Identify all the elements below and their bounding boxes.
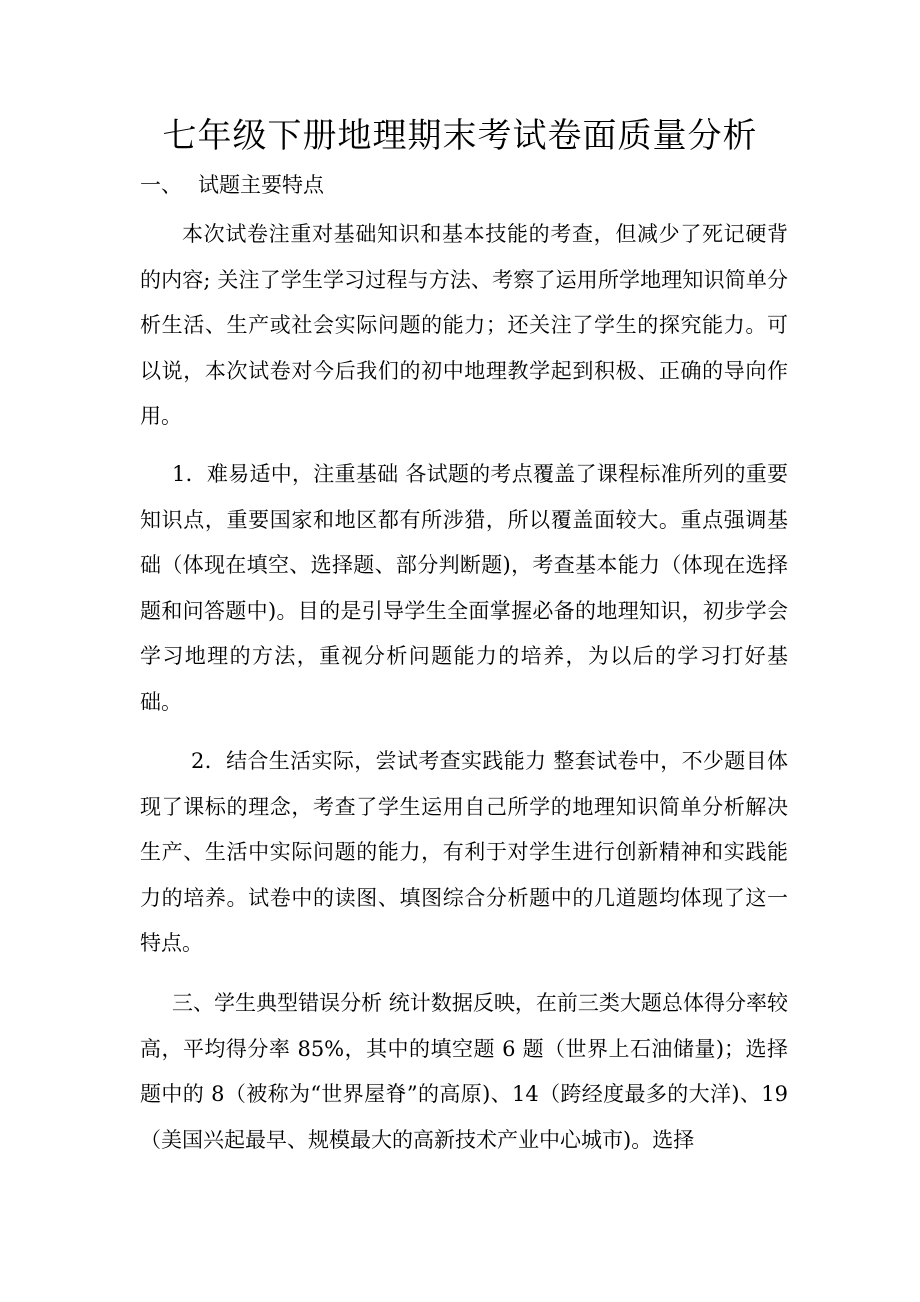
section-heading — [140, 170, 324, 200]
section-title: 试题主要特点 — [198, 173, 324, 197]
paragraph-intro: 本次试卷注重对基础知识和基本技能的考查，但减少了死记硬背的内容; 关注了学生学习过程与方法、考察了运用所学地理知识简单分析生活、生产或社会实际问题的能力；还关注了学生的探究能力。可以说，本次试卷对今后我们的初中地理教学起到积极、正确的导向作用。 — [140, 222, 788, 428]
paragraph-error-analysis: 三、学生典型错误分析 统计数据反映，在前三类大题总体得分率较高，平均得分率 85%，其中的填空题 6 题（世界上石油储量)；选择题中的 8（被称为“世界屋脊”的高原)、14（跨经度最多的大洋)、19（美国兴起最早、规模最大的高新技术产业中心城市)。选择 — [140, 991, 788, 1152]
paragraph-point-2: 2．结合生活实际，尝试考查实践能力 整套试卷中，不少题目体现了课标的理念，考查了学生运用自己所学的地理知识简单分析解决生产、生活中实际问题的能力，有利于对学生进行创新精神和实践能力的培养。试卷中的读图、填图综合分析题中的几道题均体现了这一特点。 — [140, 749, 788, 955]
document-title: 七年级下册地理期末考试卷面质量分析 — [162, 116, 758, 156]
section-number: 一、 — [140, 173, 182, 197]
paragraph-point-1: 1．难易适中，注重基础 各试题的考点覆盖了课程标准所列的重要知识点，重要国家和地区都有所涉猎，所以覆盖面较大。重点强调基础（体现在填空、选择题、部分判断题)，考查基本能力（体现在选择题和问答题中)。目的是引导学生全面掌握必备的地理知识，初步学会学习地理的方法，重视分析问题能力的培养，为以后的学习打好基础。 — [140, 462, 788, 714]
